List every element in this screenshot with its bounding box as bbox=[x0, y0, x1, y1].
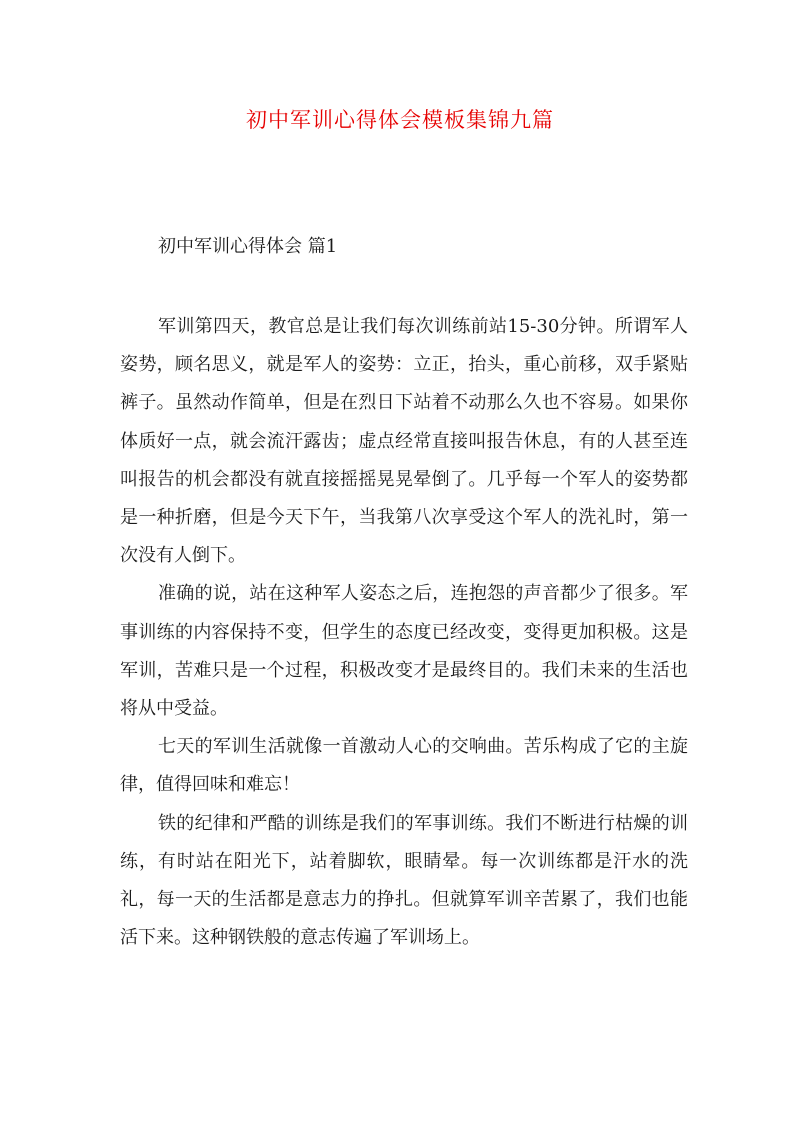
body-text bbox=[120, 308, 688, 957]
paragraph-1: 军训第四天，教官总是让我们每次训练前站15-30分钟。所谓军人姿势，顾名思义，就是军人的姿势：立正，抬头，重心前移，双手紧贴裤子。虽然动作简单，但是在烈日下站着不动那么久也不容易。如果你体质好一点，就会流汗露齿；虚点经常直接叫报告休息，有的人甚至连叫报告的机会都没有就直接摇摇晃晃晕倒了。几乎每一个军人的姿势都是一种折磨，但是今天下午，当我第八次享受这个军人的洗礼时，第一次没有人倒下。 bbox=[120, 316, 688, 567]
paragraph-2: 准确的说，站在这种军人姿态之后，连抱怨的声音都少了很多。军事训练的内容保持不变，但学生的态度已经改变，变得更加积极。这是军训，苦难只是一个过程，积极改变才是最终目的。我们未来的生活也将从中受益。 bbox=[120, 583, 688, 720]
section-heading: 初中军训心得体会 篇1 bbox=[158, 236, 338, 257]
document-title: 初中军训心得体会模板集锦九篇 bbox=[246, 108, 554, 132]
paragraph-4: 铁的纪律和严酷的训练是我们的军事训练。我们不断进行枯燥的训练，有时站在阳光下，站着脚软，眼睛晕。每一次训练都是汗水的洗礼，每一天的生活都是意志力的挣扎。但就算军训辛苦累了，我们也能活下来。这种钢铁般的意志传遍了军训场上。 bbox=[120, 812, 688, 949]
paragraph-3: 七天的军训生活就像一首激动人心的交响曲。苦乐构成了它的主旋律，值得回味和难忘！ bbox=[120, 736, 688, 796]
